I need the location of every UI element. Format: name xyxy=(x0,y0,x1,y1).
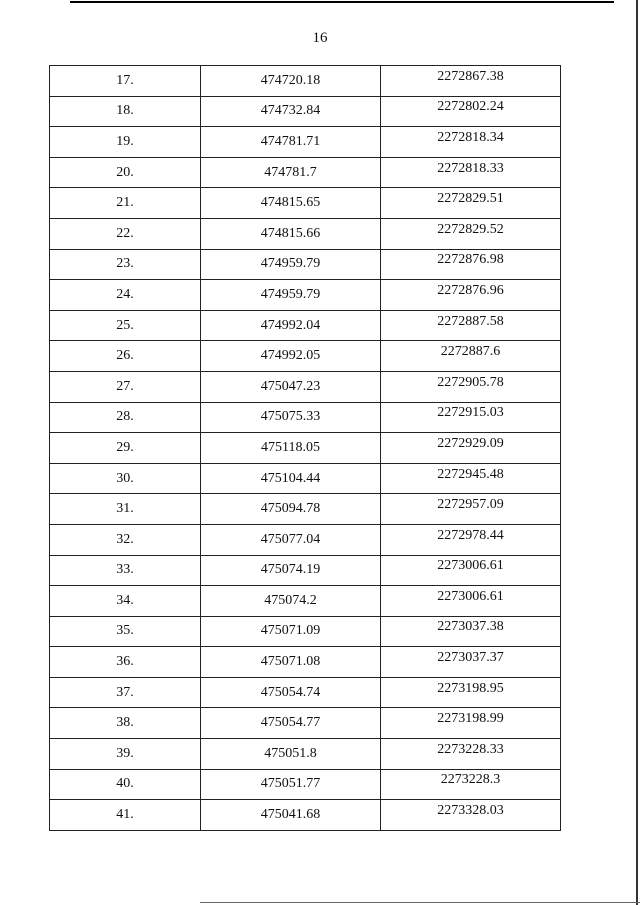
table-row xyxy=(50,249,561,280)
table-row xyxy=(50,800,561,831)
x-coordinate-cell: 474720.18 xyxy=(201,66,381,97)
table-row xyxy=(50,280,561,311)
table-row xyxy=(50,463,561,494)
x-coordinate-cell: 474815.65 xyxy=(201,188,381,219)
x-coordinate-cell: 475054.74 xyxy=(201,677,381,708)
table-row xyxy=(50,677,561,708)
y-coordinate-cell xyxy=(381,800,561,831)
x-coordinate-cell: 474992.04 xyxy=(201,310,381,341)
y-coordinate-value: 2272867.38 xyxy=(437,68,504,84)
y-coordinate-cell xyxy=(381,677,561,708)
y-coordinate-value: 2273037.38 xyxy=(437,619,504,635)
x-coordinate-cell: 475051.8 xyxy=(201,739,381,770)
table-row xyxy=(50,647,561,678)
point-number-cell: 34. xyxy=(50,586,201,617)
right-border-line xyxy=(636,0,638,905)
x-coordinate-cell: 474959.79 xyxy=(201,280,381,311)
top-border-line xyxy=(70,1,614,3)
y-coordinate-cell xyxy=(381,463,561,494)
y-coordinate-value: 2273006.61 xyxy=(437,558,504,574)
x-coordinate-cell: 474992.05 xyxy=(201,341,381,372)
y-coordinate-value: 2273198.99 xyxy=(437,711,504,727)
y-coordinate-cell xyxy=(381,341,561,372)
y-coordinate-value: 2272876.96 xyxy=(437,282,504,298)
y-coordinate-value: 2273328.03 xyxy=(437,803,504,819)
point-number-cell: 35. xyxy=(50,616,201,647)
y-coordinate-value: 2273198.95 xyxy=(437,680,504,696)
table-row xyxy=(50,188,561,219)
point-number-cell: 17. xyxy=(50,66,201,97)
point-number-cell: 37. xyxy=(50,677,201,708)
point-number-cell: 38. xyxy=(50,708,201,739)
table-row xyxy=(50,555,561,586)
y-coordinate-value: 2272945.48 xyxy=(437,466,504,482)
y-coordinate-cell xyxy=(381,647,561,678)
y-coordinate-value: 2272957.09 xyxy=(437,497,504,513)
point-number-cell: 21. xyxy=(50,188,201,219)
y-coordinate-value: 2272915.03 xyxy=(437,405,504,421)
x-coordinate-cell: 474781.71 xyxy=(201,127,381,158)
y-coordinate-cell xyxy=(381,66,561,97)
table-row xyxy=(50,402,561,433)
y-coordinate-cell xyxy=(381,280,561,311)
table-row xyxy=(50,769,561,800)
y-coordinate-cell xyxy=(381,586,561,617)
table-row xyxy=(50,310,561,341)
point-number-cell: 33. xyxy=(50,555,201,586)
table-row xyxy=(50,524,561,555)
point-number-cell: 32. xyxy=(50,524,201,555)
x-coordinate-cell: 475104.44 xyxy=(201,463,381,494)
x-coordinate-cell: 475071.08 xyxy=(201,647,381,678)
table-row xyxy=(50,616,561,647)
table-row xyxy=(50,433,561,464)
point-number-cell: 29. xyxy=(50,433,201,464)
y-coordinate-cell xyxy=(381,249,561,280)
y-coordinate-value: 2272876.98 xyxy=(437,252,504,268)
x-coordinate-cell: 475074.19 xyxy=(201,555,381,586)
y-coordinate-cell xyxy=(381,310,561,341)
table-row xyxy=(50,739,561,770)
table-row xyxy=(50,371,561,402)
y-coordinate-value: 2272829.51 xyxy=(437,191,504,207)
y-coordinate-cell xyxy=(381,739,561,770)
coordinates-table xyxy=(49,65,561,831)
table-row xyxy=(50,708,561,739)
table-row xyxy=(50,96,561,127)
bottom-border-line xyxy=(200,902,640,903)
table-row xyxy=(50,494,561,525)
point-number-cell: 31. xyxy=(50,494,201,525)
x-coordinate-cell: 474732.84 xyxy=(201,96,381,127)
x-coordinate-cell: 474815.66 xyxy=(201,218,381,249)
x-coordinate-cell: 475051.77 xyxy=(201,769,381,800)
y-coordinate-cell xyxy=(381,494,561,525)
coordinates-table-body xyxy=(50,66,561,831)
x-coordinate-cell: 474781.7 xyxy=(201,157,381,188)
y-coordinate-value: 2272929.09 xyxy=(437,435,504,451)
y-coordinate-value: 2273037.37 xyxy=(437,650,504,666)
y-coordinate-cell xyxy=(381,96,561,127)
y-coordinate-value: 2272829.52 xyxy=(437,221,504,237)
x-coordinate-cell: 475041.68 xyxy=(201,800,381,831)
point-number-cell: 41. xyxy=(50,800,201,831)
point-number-cell: 24. xyxy=(50,280,201,311)
x-coordinate-cell: 475054.77 xyxy=(201,708,381,739)
y-coordinate-cell xyxy=(381,769,561,800)
point-number-cell: 20. xyxy=(50,157,201,188)
point-number-cell: 22. xyxy=(50,218,201,249)
point-number-cell: 25. xyxy=(50,310,201,341)
x-coordinate-cell: 475074.2 xyxy=(201,586,381,617)
y-coordinate-cell xyxy=(381,402,561,433)
x-coordinate-cell: 474959.79 xyxy=(201,249,381,280)
point-number-cell: 19. xyxy=(50,127,201,158)
point-number-cell: 39. xyxy=(50,739,201,770)
y-coordinate-value: 2272887.6 xyxy=(440,344,501,360)
y-coordinate-cell xyxy=(381,218,561,249)
x-coordinate-cell: 475071.09 xyxy=(201,616,381,647)
point-number-cell: 27. xyxy=(50,371,201,402)
y-coordinate-cell xyxy=(381,157,561,188)
y-coordinate-cell xyxy=(381,555,561,586)
x-coordinate-cell: 475118.05 xyxy=(201,433,381,464)
x-coordinate-cell: 475047.23 xyxy=(201,371,381,402)
y-coordinate-value: 2273006.61 xyxy=(437,588,504,604)
table-row xyxy=(50,127,561,158)
y-coordinate-value: 2272818.33 xyxy=(437,160,504,176)
y-coordinate-cell xyxy=(381,708,561,739)
table-row xyxy=(50,157,561,188)
y-coordinate-value: 2273228.33 xyxy=(437,741,504,757)
x-coordinate-cell: 475094.78 xyxy=(201,494,381,525)
x-coordinate-cell: 475075.33 xyxy=(201,402,381,433)
y-coordinate-value: 2272818.34 xyxy=(437,129,504,145)
y-coordinate-value: 2272802.24 xyxy=(437,99,504,115)
y-coordinate-cell xyxy=(381,524,561,555)
table-row xyxy=(50,66,561,97)
y-coordinate-cell xyxy=(381,127,561,158)
y-coordinate-value: 2272978.44 xyxy=(437,527,504,543)
point-number-cell: 36. xyxy=(50,647,201,678)
y-coordinate-cell xyxy=(381,188,561,219)
point-number-cell: 40. xyxy=(50,769,201,800)
y-coordinate-cell xyxy=(381,371,561,402)
y-coordinate-cell xyxy=(381,433,561,464)
y-coordinate-value: 2272887.58 xyxy=(437,313,504,329)
table-row xyxy=(50,218,561,249)
point-number-cell: 18. xyxy=(50,96,201,127)
y-coordinate-cell xyxy=(381,616,561,647)
y-coordinate-value: 2273228.3 xyxy=(440,772,501,788)
table-row xyxy=(50,341,561,372)
x-coordinate-cell: 475077.04 xyxy=(201,524,381,555)
point-number-cell: 26. xyxy=(50,341,201,372)
y-coordinate-value: 2272905.78 xyxy=(437,374,504,390)
point-number-cell: 30. xyxy=(50,463,201,494)
table-row xyxy=(50,586,561,617)
point-number-cell: 28. xyxy=(50,402,201,433)
point-number-cell: 23. xyxy=(50,249,201,280)
page-number: 16 xyxy=(312,30,328,46)
